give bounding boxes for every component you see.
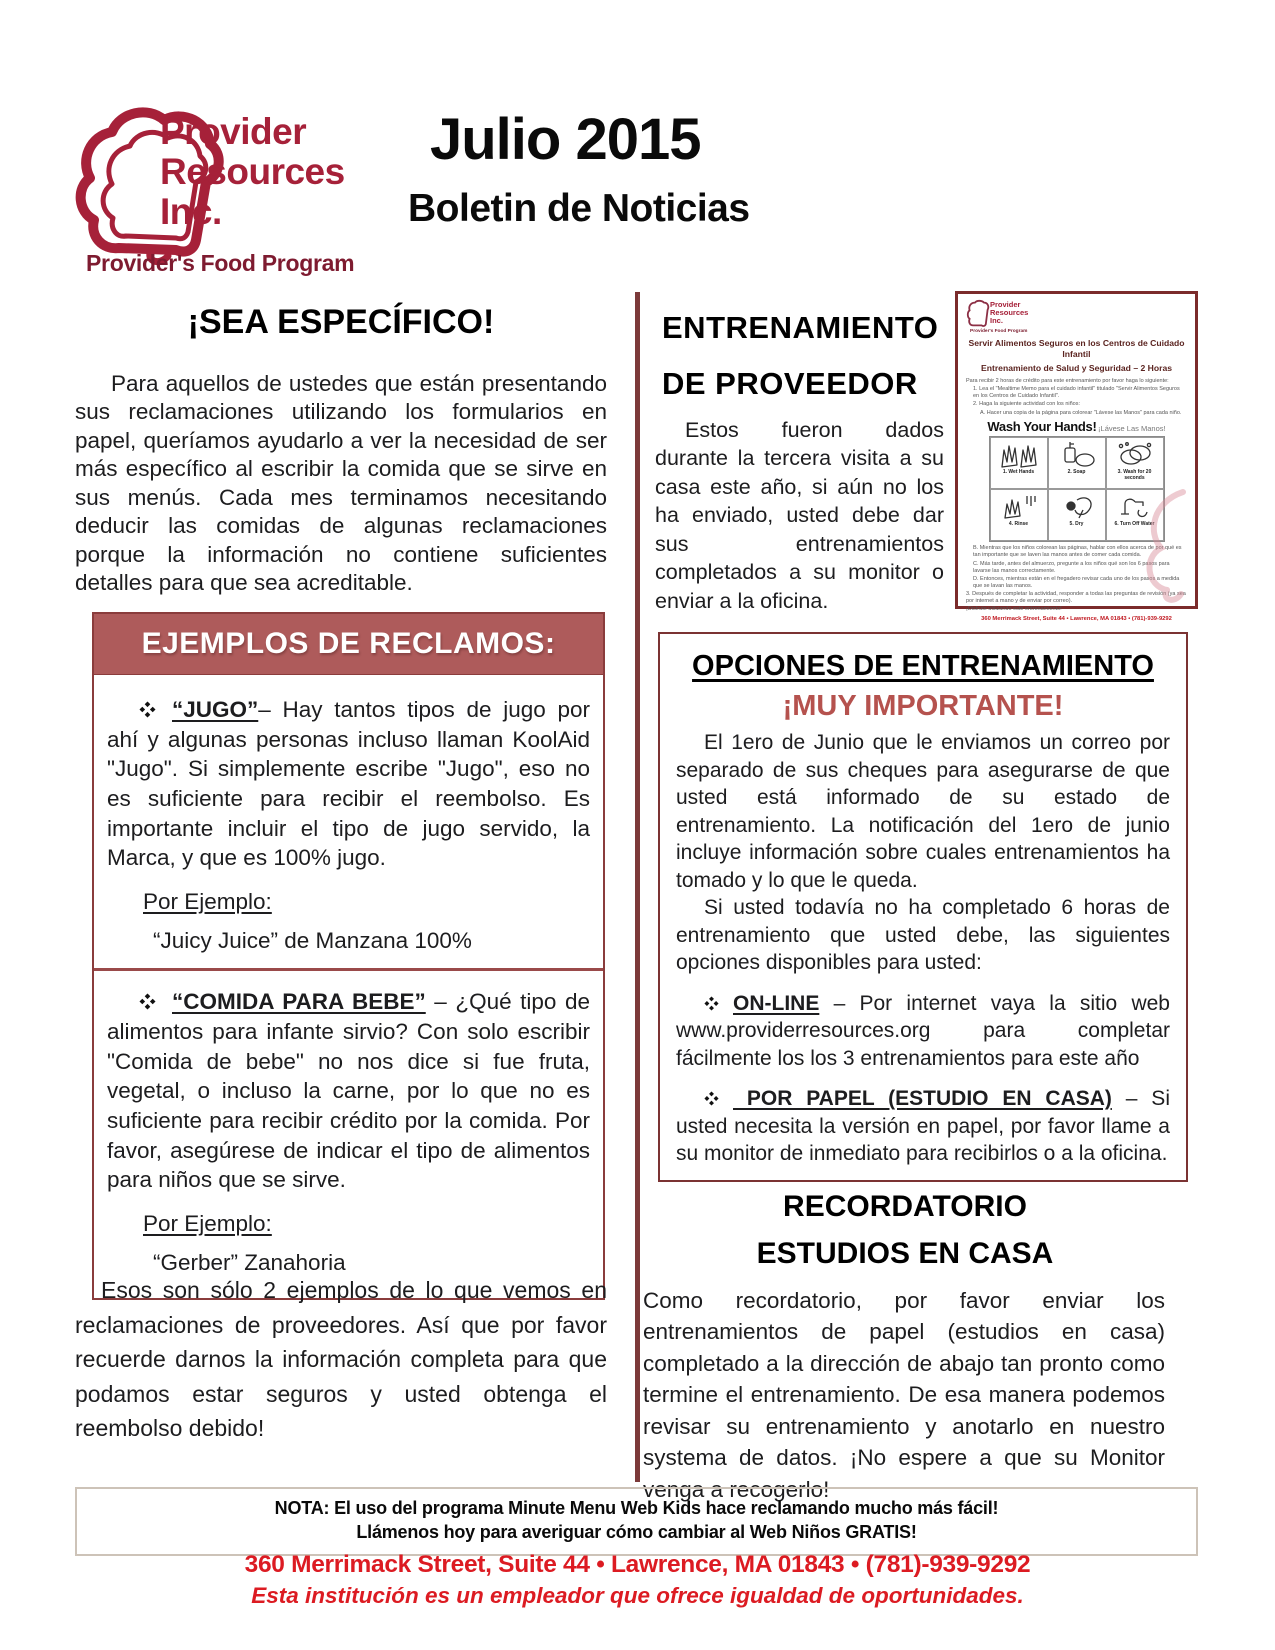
opciones-paragraph-1: El 1ero de Junio que le enviamos un correo por separado de sus cheques para asegurarse de que usted está informado de su estado de entrenamiento. La notificación del 1ero de junio incluye información sobre cuales entrenamientos ha tomado y lo que le queda. [676, 731, 1170, 892]
entrenamiento-heading [662, 300, 938, 412]
recordatorio-heading [645, 1183, 1165, 1278]
handwash-step-cell [1048, 489, 1106, 541]
por-ejemplo-label: Por Ejemplo: [143, 889, 272, 915]
entrenamiento-heading-line1: ENTRENAMIENTO [662, 310, 939, 345]
recordatorio-paragraph: Como recordatorio, por favor enviar los entrenamientos de papel (estudios en casa) completado a la dirección de abajo tan pronto como termine el entrenamiento. De esa manera podemos revisar su entrenamiento y anotarlo en nuestro systema de datos. ¡No espere a que su Monitor venga a recogerlo! [643, 1287, 1165, 1502]
nota-box [75, 1487, 1198, 1556]
logo-wordmark [160, 112, 345, 232]
flyer-logo-line2: Resources [990, 308, 1029, 317]
sea-especifico-paragraph: Para aquellos de ustedes que están presentando sus reclamaciones utilizando los formularios en papel, queríamos ayudarlo a ver la necesidad de ser más específico al escribir la comida que se sirve en sus menús. Cada mes terminamos necesitando deducir las comidas de algunas reclamaciones porque la información no contiene suficientes detalles para que sea acreditable. [75, 370, 607, 596]
flyer-address: 360 Merrimack Street, Suite 44 • Lawrence, MA 01843 • (781)-939-9292 [981, 616, 1172, 623]
logo-line3: Inc. [160, 191, 222, 232]
left-closing-paragraph: Esos son sólo 2 ejemplos de lo que vemos en reclamaciones de proveedores. Así que por favor recuerde darnos la información completa para que podamos estar seguros y usted obtenga el reembolso debido! [75, 1277, 607, 1441]
flyer-bread-icon [966, 299, 990, 329]
flyer-subtitle: Entrenamiento de Salud y Seguridad – 2 Horas [980, 363, 1173, 374]
ejemplos-box-header: EJEMPLOS DE RECLAMOS: [94, 614, 603, 675]
flyer-logo [966, 299, 1187, 337]
handwash-step-cell [1048, 437, 1106, 489]
flyer-title: Servir Alimentos Seguros en los Centros de Cuidado Infantil [968, 338, 1185, 360]
flyer-instruction: 2. Haga la siguiente actividad con los niños: [973, 401, 1081, 408]
muy-importante-label: ¡MUY IMPORTANTE! [782, 690, 1064, 722]
handwash-step-cell [990, 489, 1048, 541]
footer-address: 360 Merrimack Street, Suite 44 • Lawrence, MA 01843 • (781)-939-9292 [244, 1551, 1031, 1578]
ejemplos-de-reclamos-box [92, 612, 605, 1300]
flyer-watermark-icon [1123, 482, 1203, 602]
opciones-heading: OPCIONES DE ENTRENAMIENTO [692, 650, 1154, 682]
step-label: 4. Rinse [1008, 521, 1029, 528]
diamond-bullet-icon [139, 993, 156, 1010]
flyer-instruction: B. Mientras que los niños colorean las páginas, hablar con ellos acerca de por qué es tan importante que se laven las manos antes de comer cada comida. [973, 545, 1182, 559]
online-bullet-paragraph [676, 990, 1170, 1073]
jugo-lead: “JUGO” [172, 697, 259, 722]
column-divider [635, 292, 640, 1482]
opciones-entrenamiento-box [658, 632, 1188, 1182]
sea-especifico-heading: ¡SEA ESPECÍFICO! [187, 303, 495, 341]
training-flyer-thumbnail [955, 291, 1198, 623]
diamond-bullet-icon [704, 996, 719, 1011]
step-label: 2. Soap [1067, 469, 1086, 476]
ejemplo-juicy-juice: “Juicy Juice” de Manzana 100% [153, 928, 472, 954]
wash-hands-icon [1115, 440, 1155, 470]
ejemplos-section-jugo [94, 675, 603, 971]
masthead [408, 106, 750, 231]
flyer-instruction: A. Hacer una copia de la página para colorear "Lávese las Manos" para cada niño. [980, 409, 1182, 416]
nota-line-2: Llámenos hoy para averiguar cómo cambiar al Web Niños GRATIS! [356, 1521, 917, 1542]
flyer-logo-tagline: Provider's Food Program [970, 329, 1028, 334]
handwash-step-cell [990, 437, 1048, 489]
wet-hands-icon [999, 440, 1039, 470]
wash-your-hands-title: Wash Your Hands! [987, 419, 1097, 435]
por-papel-bullet-paragraph [676, 1085, 1170, 1168]
entrenamiento-heading-line2: DE PROVEEDOR [662, 365, 918, 401]
newsletter-title: Julio 2015 [430, 107, 701, 172]
online-lead: ON-LINE [733, 991, 820, 1015]
recordatorio-heading-line1: RECORDATORIO [783, 1190, 1027, 1223]
step-label: 5. Dry [1069, 521, 1084, 528]
logo-line2: Resources [160, 151, 345, 192]
nota-line-1: NOTA: El uso del programa Minute Menu Web Kids hace reclamando mucho más fácil! [274, 1498, 999, 1518]
jugo-text: – Hay tantos tipos de jugo por ahí y algunas personas incluso llaman KoolAid "Jugo". Si simplemente escribe "Jugo", eso no es suficiente para recibir el reembolso. Es importante incluir el tipo de jugo servido, la Marca, y que es 100% jugo. [107, 697, 590, 871]
por-papel-text: – Si usted necesita la versión en papel, por favor llame a su monitor de inmediato para recibirlos o a la oficina. [676, 1087, 1170, 1165]
por-papel-lead: POR PAPEL (ESTUDIO EN CASA) [733, 1087, 1112, 1110]
flyer-wash-heading [966, 419, 1187, 434]
step-label: 1. Wet Hands [1002, 469, 1035, 476]
equal-opportunity-statement: Esta institución es un empleador que ofrece igualdad de oportunidades. [251, 1583, 1024, 1608]
diamond-bullet-icon [139, 701, 156, 718]
bebe-text: – ¿Qué tipo de alimentos para infante sirvio? Con solo escribir "Comida de bebe" no nos dice si fue fruta, vegetal, o incluso la carne, por lo que no es suficiente para recibir crédito por la comida. Por favor, asegúrese de indicar el tipo de alimentos para niños que se sirve. [107, 989, 590, 1193]
diamond-bullet-icon [704, 1091, 719, 1106]
flyer-instruction: 1. Lea el "Mealtime Memo para el cuidado infantil" titulado "Servir Alimentos Seguros en los Centros de Cuidado Infantil". [973, 385, 1180, 399]
bebe-lead: “COMIDA PARA BEBE” [172, 989, 426, 1015]
opciones-paragraph-2: Si usted todavía no ha completado 6 horas de entrenamiento que usted debe, las siguientes opciones disponibles para usted: [676, 896, 1170, 974]
dry-hands-icon [1057, 492, 1097, 522]
flyer-instruction: D. Entonces, mientras están en el fregadero revisar cada uno de los pasos a medida que se lavan las manos. [973, 575, 1180, 589]
soap-icon [1057, 440, 1097, 470]
step-label: 6. Turn Off Water [1114, 521, 1155, 528]
por-ejemplo-label: Por Ejemplo: [143, 1210, 272, 1236]
online-text: – Por internet vaya la sitio web www.providerresources.org para completar fácilmente los los 3 entrenamientos para este año [676, 991, 1170, 1070]
flyer-logo-line1: Provider [990, 300, 1021, 309]
flyer-instruction: ¡Disfrute utilizando este entrenamiento! [966, 606, 1062, 613]
flyer-instruction: C. Más tarde, antes del almuerzo, pregunte a los niños qué son los 6 pasos para lavarse las manos correctamente. [973, 560, 1170, 574]
rinse-icon [999, 492, 1039, 522]
logo-line1: Provider [160, 111, 307, 152]
entrenamiento-paragraph: Estos fueron dados durante la tercera visita a su casa este año, si aún no los ha enviado, usted debe dar sus entrenamientos completados a su monitor o enviar a la oficina. [655, 417, 944, 614]
bebe-bullet-paragraph [107, 987, 590, 1195]
step-label: 3. Wash for 20 seconds [1117, 469, 1152, 481]
ejemplos-section-bebe [94, 971, 603, 1298]
logo-tagline: Provider's Food Program [86, 250, 355, 276]
jugo-bullet-paragraph [107, 695, 590, 873]
newsletter-subtitle: Boletin de Noticias [408, 187, 750, 230]
flyer-instruction: Para recibir 2 horas de crédito para este entrenamiento por favor haga lo siguiente: [966, 377, 1169, 384]
flyer-instruction: 3. Después de completar la actividad, responder a todas las preguntas de revisión (ya sea por internet a mano y de enviar por correo). [966, 591, 1186, 605]
ejemplo-gerber: “Gerber” Zanahoria [153, 1249, 346, 1275]
flyer-logo-line3: Inc. [990, 316, 1003, 325]
recordatorio-heading-line2: ESTUDIOS EN CASA [756, 1237, 1054, 1271]
lavese-las-manos-subtitle: ¡Lávese Las Manos! [1098, 424, 1166, 434]
